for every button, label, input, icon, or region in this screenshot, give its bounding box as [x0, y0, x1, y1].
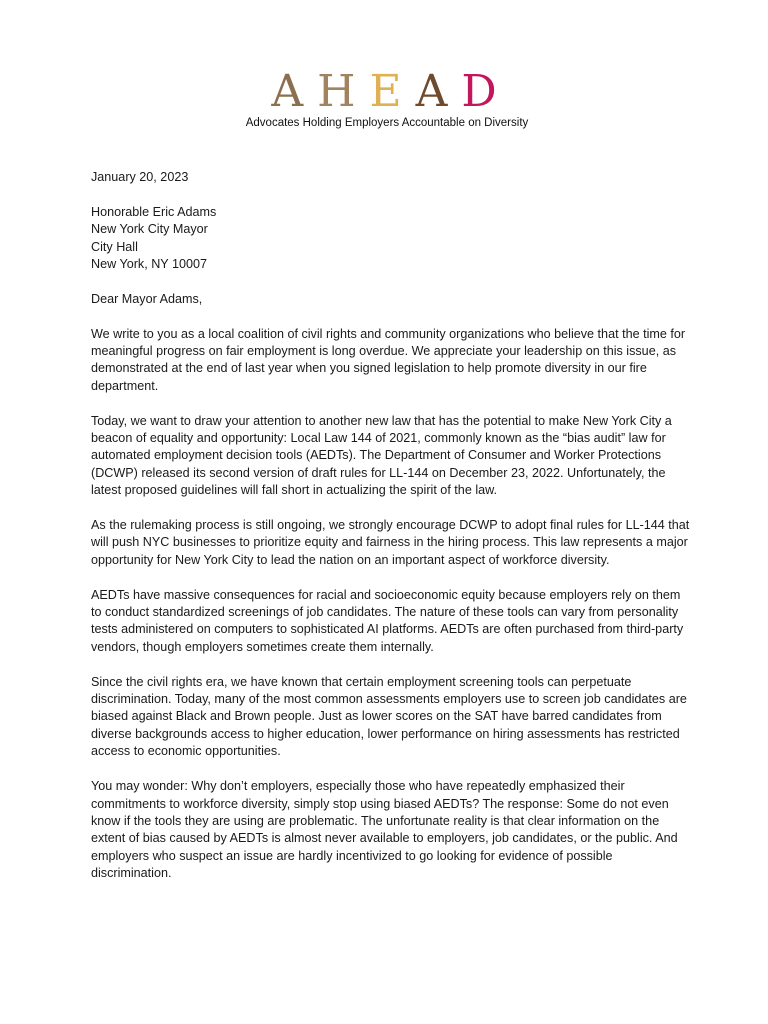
logo-letter: D: [461, 66, 497, 117]
recipient-city: New York, NY 10007: [91, 257, 207, 272]
organization-tagline: Advocates Holding Employers Accountable on Diversity: [245, 117, 529, 129]
salutation: Dear Mayor Adams,: [91, 291, 203, 306]
ahead-logo: [271, 66, 497, 117]
body-paragraph: AEDTs have massive consequences for racial and socioeconomic equity because employers rely on them to conduct standardized screenings of job candidates. The nature of these tools can vary from personality tests administered on computers to sophisticated AI platforms. AEDTs are often purchased from third-party vendors, though employers sometimes create them internally.: [91, 587, 684, 654]
body-paragraph: Today, we want to draw your attention to another new law that has the potential to make New York City a beacon of equality and opportunity: Local Law 144 of 2021, commonly known as the “bias audit” law for automated employment decision tools (AEDTs). The Department of Consumer and Worker Protections (DCWP) released its second version of draft rules for LL-144 on December 23, 2022. Unfortunately, the latest proposed guidelines will fall short in actualizing the spirit of the law.: [91, 413, 672, 498]
logo-letter: A: [415, 66, 448, 117]
recipient-address: [91, 204, 691, 274]
body-paragraph: Since the civil rights era, we have known that certain employment screening tools can perpetuate discrimination. Today, many of the most common assessments employers use to screen job candidates are biased against Black and Brown people. Just as lower scores on the SAT have barred candidates from diverse backgrounds access to higher education, lower performance on hiring assessments has restricted access to economic opportunities.: [91, 674, 687, 759]
logo-letter: H: [317, 66, 356, 117]
recipient-name: Honorable Eric Adams: [91, 204, 217, 219]
recipient-office: City Hall: [91, 239, 138, 254]
body-paragraph: You may wonder: Why don’t employers, especially those who have repeatedly emphasized their commitments to workforce diversity, simply stop using biased AEDTs? The response: Some do not even know if the tools they are using are problematic. The unfortunate reality is that clear information on the extent of bias caused by AEDTs is almost never available to employers, job candidates, or the public. And employers who suspect an issue are hardly incentivized to go looking for evidence of possible discrimination.: [91, 779, 678, 881]
letter-body: [91, 169, 691, 900]
logo-letter: A: [271, 66, 304, 117]
body-paragraph: We write to you as a local coalition of civil rights and community organizations who believe that the time for meaningful progress on fair employment is long overdue. We appreciate your leadership on this issue, as demonstrated at the end of last year when you signed legislation to help promote diversity in our fire department.: [91, 326, 686, 393]
logo-letter: E: [369, 66, 402, 117]
letterhead: [0, 66, 768, 130]
body-paragraph: As the rulemaking process is still ongoing, we strongly encourage DCWP to adopt final rules for LL-144 that will push NYC businesses to prioritize equity and fairness in the hiring process. This law represents a major opportunity for New York City to lead the nation on an important aspect of workforce diversity.: [91, 518, 690, 567]
letter-date: January 20, 2023: [91, 170, 189, 184]
recipient-title: New York City Mayor: [91, 222, 208, 237]
